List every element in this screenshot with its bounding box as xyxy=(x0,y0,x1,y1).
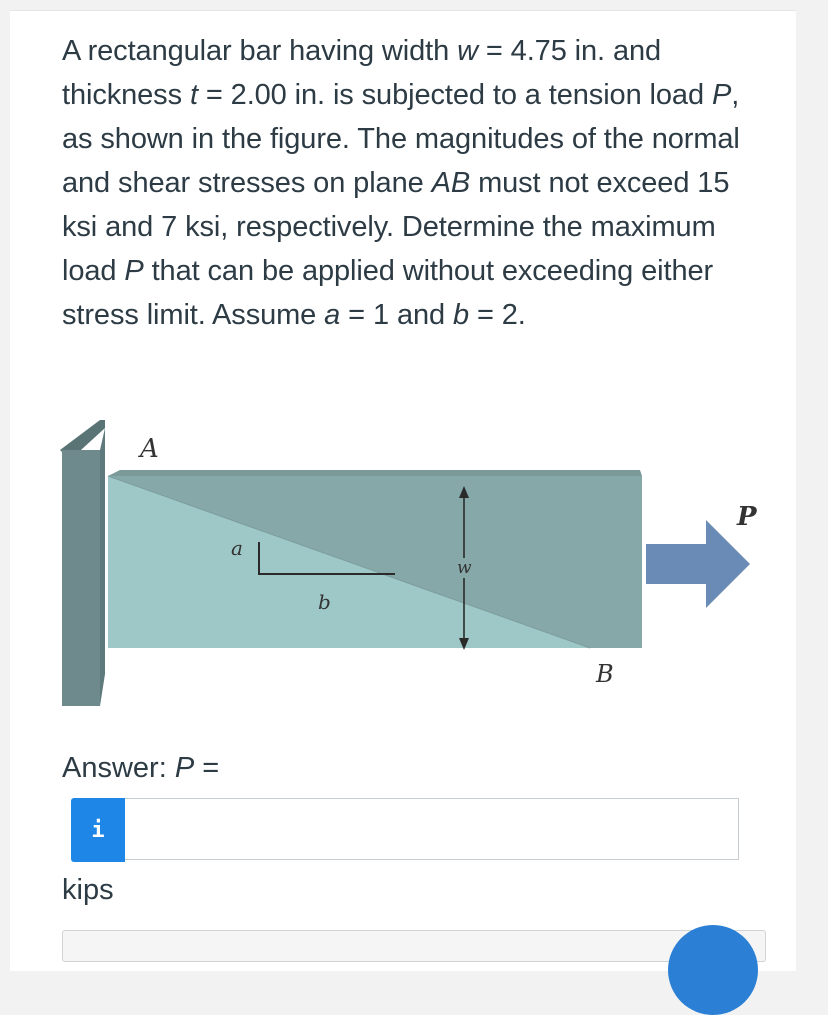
load-arrow xyxy=(646,520,750,608)
bar-figure xyxy=(60,420,760,710)
bottom-panel xyxy=(62,930,766,962)
wall-side-face xyxy=(100,428,105,706)
load-p-label: P xyxy=(737,502,757,532)
info-icon[interactable]: i xyxy=(71,798,125,862)
answer-label: Answer: P = xyxy=(62,752,220,784)
dimension-b-label: b xyxy=(318,590,331,614)
dimension-a-label: a xyxy=(231,536,243,560)
submit-button[interactable] xyxy=(668,925,758,1015)
wall xyxy=(62,450,100,706)
point-b-label: B xyxy=(596,660,614,688)
problem-statement: A rectangular bar having width w = 4.75 in. and thickness t = 2.00 in. is subjected to a tension load P, as shown in the figure. The magnitudes of the normal and shear stresses on plane AB must not exceed 15 ksi and 7 ksi, respectively. Determine the maximum load P that can be applied without exceeding either stress limit. Assume a = 1 and b = 2. xyxy=(62,35,740,331)
bar-diagram xyxy=(60,420,760,710)
answer-input[interactable] xyxy=(125,798,739,860)
unit-label: kips xyxy=(62,874,114,906)
bar-top-face xyxy=(108,470,642,476)
width-w-label: w xyxy=(457,558,472,578)
point-a-label: A xyxy=(140,434,159,464)
